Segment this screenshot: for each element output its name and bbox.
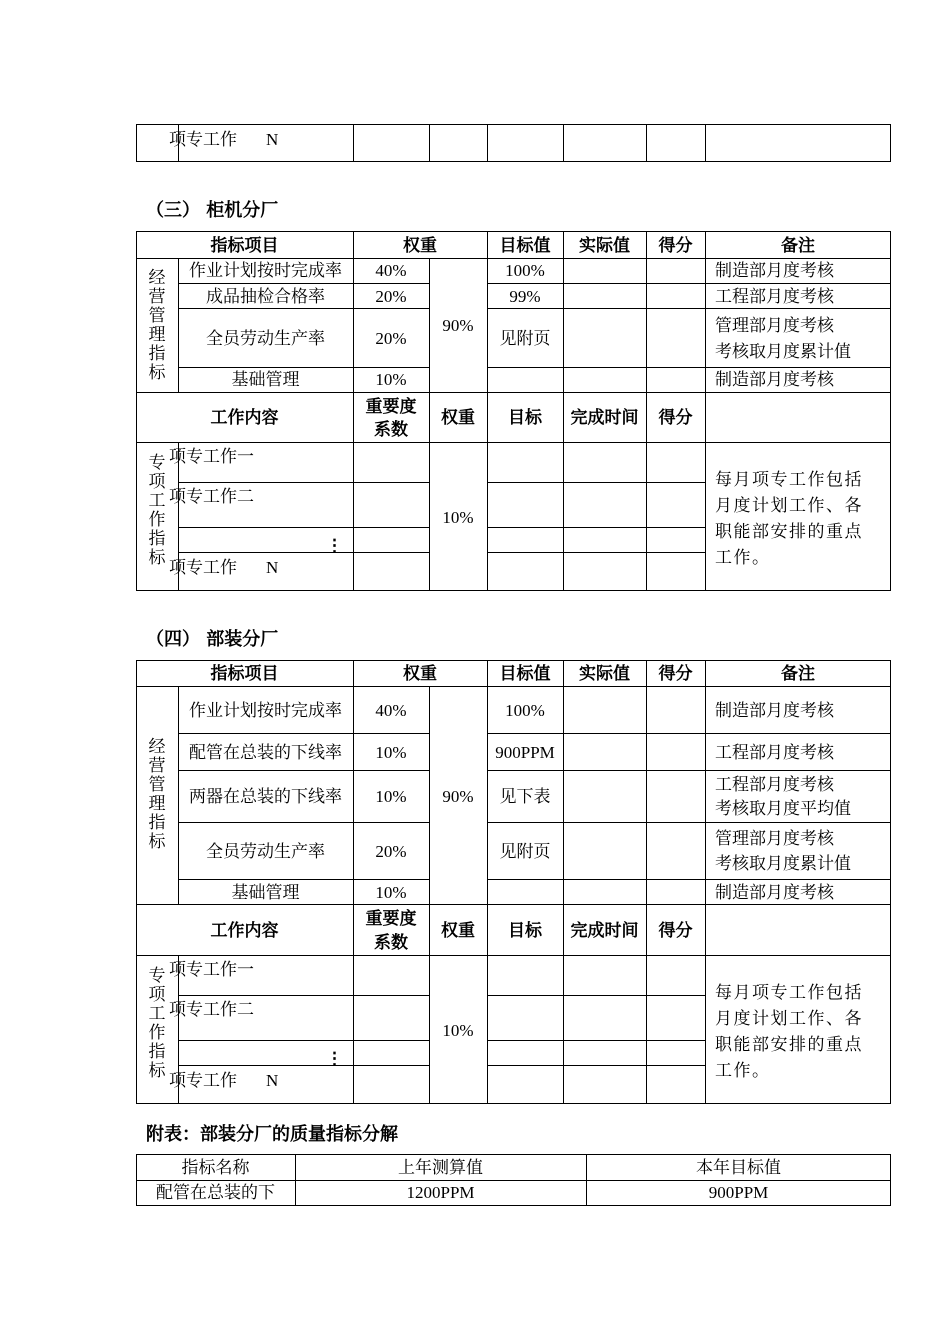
appendix-title: 附表：部装分厂的质量指标分解: [146, 1124, 398, 1145]
s3-w-score: 得分: [658, 408, 693, 428]
s3-special-n-label: 项专工作: [169, 558, 237, 577]
section4-title: （四） 部装分厂: [146, 629, 279, 650]
s4-mgmt-label: 经营管理指标: [148, 737, 166, 851]
s3-h-target: 目标值: [499, 236, 551, 256]
s4-r2-note: 工程部月度考核: [715, 743, 834, 762]
s3-special-n: N: [266, 558, 279, 577]
s3-special-label: 专项工作指标: [148, 453, 166, 567]
top-row-item: 项专工作: [169, 130, 237, 149]
section3-title: （三） 柜机分厂: [146, 200, 279, 221]
s4-special-2: 项专工作二: [169, 1000, 254, 1019]
s3-w-content: 工作内容: [210, 408, 279, 428]
s4-r4-note: 管理部月度考核: [715, 829, 834, 848]
s4-r4-name: 全员劳动生产率: [206, 842, 325, 861]
s3-h-score: 得分: [658, 236, 693, 256]
s4-h-weight: 权重: [403, 664, 437, 684]
s4-w-weight: 权重: [441, 921, 475, 941]
s3-r3-note: 管理部月度考核: [715, 316, 834, 335]
s4-h-actual: 实际值: [579, 664, 630, 684]
s4-special-n: N: [266, 1071, 279, 1090]
s4-h-item: 指标项目: [210, 664, 279, 684]
s3-r1-weight: 40%: [375, 261, 407, 280]
s3-mgmt-label: 经营管理指标: [148, 268, 166, 382]
s4-r5-weight: 10%: [375, 883, 407, 902]
s4-special-1: 项专工作一: [169, 960, 254, 979]
appendix-h-last: 上年测算值: [398, 1158, 483, 1177]
s3-h-weight: 权重: [403, 236, 437, 256]
s4-w-score: 得分: [658, 921, 693, 941]
s3-special-1: 项专工作一: [169, 447, 254, 466]
s3-r3-weight: 20%: [375, 329, 407, 348]
s3-r4-note: 制造部月度考核: [715, 370, 834, 389]
s3-h-item: 指标项目: [210, 236, 279, 256]
s4-h-note: 备注: [781, 664, 815, 684]
appendix-h-this: 本年目标值: [696, 1158, 781, 1177]
s4-r4-note2: 考核取月度累计值: [715, 854, 851, 873]
s4-w-coef: 系数: [374, 933, 408, 953]
s3-r2-target: 99%: [509, 287, 541, 306]
s4-r3-weight: 10%: [375, 787, 407, 806]
s4-special-weight: 10%: [442, 1021, 474, 1040]
s4-r4-weight: 20%: [375, 842, 407, 861]
s4-r2-target: 900PPM: [495, 743, 555, 762]
s4-r3-target: 见下表: [499, 787, 551, 806]
s3-r4-weight: 10%: [375, 370, 407, 389]
s3-h-note: 备注: [781, 236, 815, 256]
s4-r1-weight: 40%: [375, 701, 407, 720]
s4-r2-weight: 10%: [375, 743, 407, 762]
s4-special-n-label: 项专工作: [169, 1071, 237, 1090]
appendix-h-name: 指标名称: [181, 1158, 250, 1177]
s3-r3-target: 见附页: [499, 329, 551, 348]
s3-special-weight: 10%: [442, 508, 474, 527]
s3-r2-note: 工程部月度考核: [715, 287, 834, 306]
s3-r1-name: 作业计划按时完成率: [189, 261, 342, 280]
s4-r3-note: 工程部月度考核: [715, 775, 834, 794]
s3-w-target: 目标: [508, 408, 542, 428]
s3-r2-name: 成品抽检合格率: [206, 287, 325, 306]
s3-r3-note2: 考核取月度累计值: [715, 342, 851, 361]
s4-special-label: 专项工作指标: [148, 966, 166, 1080]
s3-w-importance: 重要度: [365, 397, 417, 417]
s4-group-weight: 90%: [442, 787, 474, 806]
s3-w-time: 完成时间: [570, 408, 639, 428]
s4-r3-note2: 考核取月度平均值: [715, 799, 851, 818]
s4-r1-note: 制造部月度考核: [715, 701, 834, 720]
s3-w-coef: 系数: [374, 420, 408, 440]
s4-special-dots: ⋮: [326, 1049, 343, 1068]
s4-w-content: 工作内容: [210, 921, 279, 941]
appendix-r-this: 900PPM: [708, 1183, 769, 1202]
s3-r3-name: 全员劳动生产率: [206, 329, 325, 348]
appendix-r-last: 1200PPM: [406, 1183, 475, 1202]
top-row-n: N: [266, 130, 279, 149]
s4-r2-name: 配管在总装的下线率: [189, 743, 342, 762]
s4-r1-name: 作业计划按时完成率: [189, 701, 342, 720]
s4-r1-target: 100%: [505, 701, 545, 720]
s4-h-target: 目标值: [499, 664, 551, 684]
s3-group-weight: 90%: [442, 316, 474, 335]
s3-r4-name: 基础管理: [231, 370, 300, 389]
s4-w-importance: 重要度: [365, 909, 417, 929]
s3-special-dots: ⋮: [326, 536, 343, 555]
s4-r3-name: 两器在总装的下线率: [189, 787, 342, 806]
s4-r5-note: 制造部月度考核: [715, 883, 834, 902]
s3-r1-target: 100%: [505, 261, 545, 280]
s3-r2-weight: 20%: [375, 287, 407, 306]
appendix-r-name: 配管在总装的下: [156, 1183, 275, 1202]
s4-w-target: 目标: [508, 921, 542, 941]
s4-r4-target: 见附页: [499, 842, 551, 861]
s3-special-2: 项专工作二: [169, 487, 254, 506]
s3-w-weight: 权重: [441, 408, 475, 428]
s3-h-actual: 实际值: [579, 236, 630, 256]
s4-w-time: 完成时间: [570, 921, 639, 941]
s4-h-score: 得分: [658, 664, 693, 684]
s3-r1-note: 制造部月度考核: [715, 261, 834, 280]
s4-r5-name: 基础管理: [231, 883, 300, 902]
